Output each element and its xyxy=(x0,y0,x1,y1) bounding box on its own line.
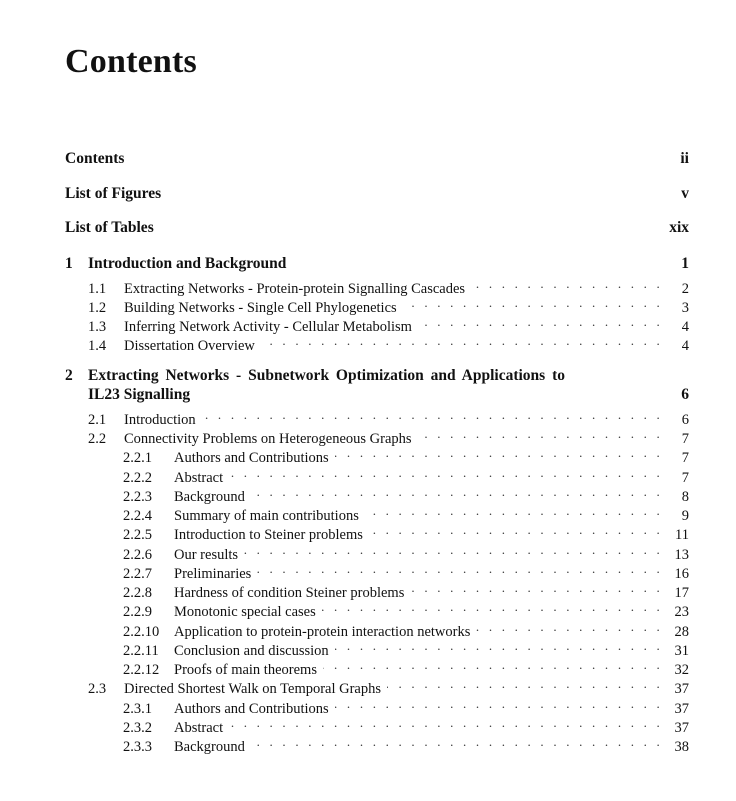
subsection-title: Application to protein-protein interaction networks xyxy=(174,624,471,640)
toc-entry-page: xix xyxy=(669,219,689,236)
subsection-title: Preliminaries xyxy=(174,566,252,582)
subsection-number: 2.2.5 xyxy=(123,527,152,543)
section-title: Inferring Network Activity - Cellular Metabolism xyxy=(124,319,412,335)
subsection-title: Authors and Contributions xyxy=(174,450,329,466)
toc-subsection[interactable] xyxy=(123,694,689,717)
subsection-page: 7 xyxy=(681,470,689,486)
subsection-page: 8 xyxy=(681,489,689,505)
dot-leader xyxy=(261,331,663,350)
section-page: 4 xyxy=(681,319,689,335)
toc-entry-title: Contents xyxy=(65,150,125,167)
subsection-number: 2.2.8 xyxy=(123,585,152,601)
dot-leader xyxy=(229,463,663,482)
subsection-title: Our results xyxy=(174,547,239,563)
section-page: 4 xyxy=(681,338,689,354)
subsection-title: Proofs of main theorems xyxy=(174,662,317,678)
dot-leader xyxy=(410,578,663,597)
toc-front-list-of-tables[interactable] xyxy=(65,219,689,237)
toc-section[interactable] xyxy=(88,312,689,335)
toc-section[interactable] xyxy=(88,331,689,354)
section-number: 1.2 xyxy=(88,300,107,316)
subsection-page: 13 xyxy=(674,547,689,563)
toc-section[interactable] xyxy=(88,405,689,428)
toc-subsection[interactable] xyxy=(123,463,689,486)
section-page: 37 xyxy=(674,681,689,697)
subsection-page: 38 xyxy=(674,739,689,755)
subsection-number: 2.2.7 xyxy=(123,566,152,582)
section-title: Connectivity Problems on Heterogeneous Graphs xyxy=(124,431,412,447)
toc-subsection[interactable] xyxy=(123,443,689,466)
toc-entry-title: List of Figures xyxy=(65,185,162,202)
section-number: 2.1 xyxy=(88,412,107,428)
subsection-title: Abstract xyxy=(174,720,224,736)
subsection-number: 2.2.2 xyxy=(123,470,152,486)
section-page: 3 xyxy=(681,300,689,316)
subsection-title: Summary of main contributions xyxy=(174,508,359,524)
subsection-number: 2.3.2 xyxy=(123,720,152,736)
subsection-title: Authors and Contributions xyxy=(174,701,329,717)
toc-subsection[interactable] xyxy=(123,597,689,620)
subsection-number: 2.2.12 xyxy=(123,662,160,678)
dot-leader xyxy=(257,559,663,578)
toc-subsection[interactable] xyxy=(123,713,689,736)
dot-leader xyxy=(476,617,663,636)
dot-leader xyxy=(251,482,663,501)
dot-leader xyxy=(244,540,663,559)
subsection-title: Introduction to Steiner problems xyxy=(174,527,363,543)
chapter-title-line1: Extracting Networks - Subnetwork Optimization and Applications to xyxy=(88,367,565,384)
section-number: 2.2 xyxy=(88,431,107,447)
section-title: Building Networks - Single Cell Phylogenetics xyxy=(124,300,397,316)
dot-leader xyxy=(369,520,663,539)
dot-leader xyxy=(418,424,663,443)
subsection-page: 37 xyxy=(674,701,689,717)
subsection-page: 11 xyxy=(675,527,689,543)
dot-leader xyxy=(323,655,663,674)
section-page: 2 xyxy=(681,281,689,297)
chapter-title: Introduction and Background xyxy=(88,255,287,272)
subsection-title: Conclusion and discussion xyxy=(174,643,329,659)
toc-subsection[interactable] xyxy=(123,617,689,640)
dot-leader xyxy=(335,636,663,655)
subsection-number: 2.2.1 xyxy=(123,450,152,466)
subsection-page: 9 xyxy=(681,508,689,524)
toc-subsection[interactable] xyxy=(123,540,689,563)
dot-leader xyxy=(322,597,663,616)
subsection-number: 2.3.3 xyxy=(123,739,152,755)
dot-leader xyxy=(202,405,663,424)
dot-leader xyxy=(418,312,663,331)
subsection-number: 2.2.3 xyxy=(123,489,152,505)
toc-section[interactable] xyxy=(88,424,689,447)
toc-subsection[interactable] xyxy=(123,501,689,524)
toc-subsection[interactable] xyxy=(123,636,689,659)
chapter-title-line2: IL23 Signalling xyxy=(88,386,191,403)
dot-leader xyxy=(365,501,663,520)
section-number: 2.3 xyxy=(88,681,107,697)
toc-section[interactable] xyxy=(88,293,689,316)
section-number: 1.4 xyxy=(88,338,107,354)
section-number: 1.1 xyxy=(88,281,107,297)
subsection-number: 2.2.4 xyxy=(123,508,152,524)
toc-entry-title: List of Tables xyxy=(65,219,154,236)
dot-leader xyxy=(229,713,663,732)
subsection-page: 17 xyxy=(674,585,689,601)
toc-entry-page: ii xyxy=(680,150,689,167)
subsection-page: 31 xyxy=(674,643,689,659)
page-title: Contents xyxy=(65,43,197,80)
section-number: 1.3 xyxy=(88,319,107,335)
subsection-page: 28 xyxy=(674,624,689,640)
chapter-number: 1 xyxy=(65,255,73,272)
dot-leader xyxy=(335,694,663,713)
subsection-number: 2.3.1 xyxy=(123,701,152,717)
subsection-title: Monotonic special cases xyxy=(174,604,316,620)
subsection-number: 2.2.11 xyxy=(123,643,159,659)
subsection-number: 2.2.10 xyxy=(123,624,160,640)
toc-front-contents[interactable] xyxy=(65,150,689,168)
dot-leader xyxy=(387,674,663,693)
chapter-page: 6 xyxy=(681,386,689,403)
toc-subsection[interactable] xyxy=(123,578,689,601)
dot-leader xyxy=(251,732,663,751)
toc-section[interactable] xyxy=(88,274,689,297)
subsection-page: 7 xyxy=(681,450,689,466)
toc-subsection[interactable] xyxy=(123,520,689,543)
subsection-title: Background xyxy=(174,739,245,755)
dot-leader xyxy=(335,443,663,462)
dot-leader xyxy=(403,293,663,312)
toc-front-list-of-figures[interactable] xyxy=(65,185,689,203)
subsection-title: Hardness of condition Steiner problems xyxy=(174,585,405,601)
toc-entry-page: v xyxy=(681,185,689,202)
subsection-page: 23 xyxy=(674,604,689,620)
toc-subsection[interactable] xyxy=(123,559,689,582)
subsection-page: 37 xyxy=(674,720,689,736)
subsection-number: 2.2.6 xyxy=(123,547,152,563)
subsection-page: 32 xyxy=(674,662,689,678)
section-page: 7 xyxy=(681,431,689,447)
section-title: Extracting Networks - Protein-protein Signalling Cascades xyxy=(124,281,466,297)
toc-chapter-2[interactable] xyxy=(65,366,689,404)
section-page: 6 xyxy=(681,412,689,428)
subsection-title: Abstract xyxy=(174,470,224,486)
chapter-page: 1 xyxy=(681,255,689,272)
subsection-number: 2.2.9 xyxy=(123,604,152,620)
toc-subsection[interactable] xyxy=(123,732,689,755)
toc-subsection[interactable] xyxy=(123,482,689,505)
toc-section[interactable] xyxy=(88,674,689,697)
toc-subsection[interactable] xyxy=(123,655,689,678)
section-title: Directed Shortest Walk on Temporal Graphs xyxy=(124,681,382,697)
subsection-title: Background xyxy=(174,489,245,505)
section-title: Introduction xyxy=(124,412,196,428)
section-title: Dissertation Overview xyxy=(124,338,255,354)
chapter-number: 2 xyxy=(65,367,73,384)
subsection-page: 16 xyxy=(674,566,689,582)
dot-leader xyxy=(471,274,663,293)
